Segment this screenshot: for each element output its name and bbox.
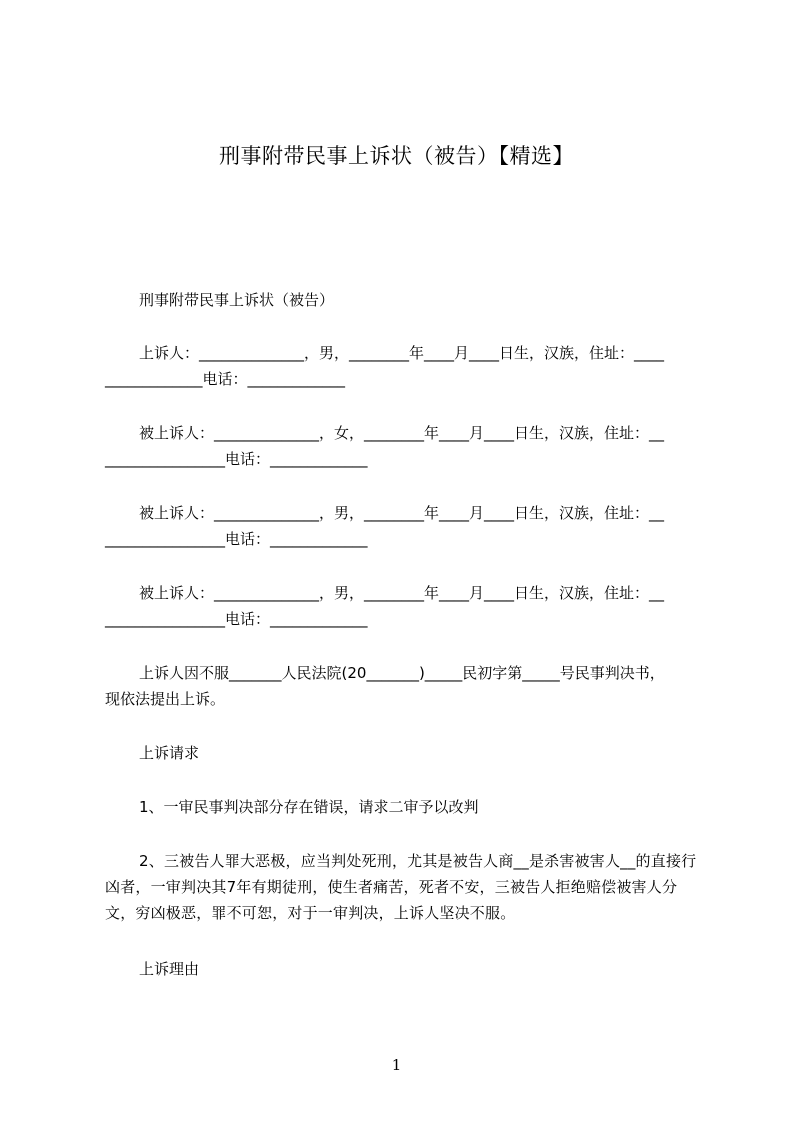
appellant-line-2: _____________电话：_____________: [105, 370, 346, 388]
appellee-2-line-1: 被上诉人：______________，男，________年____月____日生，汉族，住址：__: [139, 504, 665, 522]
appellee-1-line-1: 被上诉人：______________，女，________年____月____日生，汉族，住址：__: [139, 424, 665, 442]
request-item-2: 2、三被告人罪大恶极，应当判处死刑，尤其是被告人商__是杀害被害人__的直接行凶者，一审判决其7年有期徒刑，使生者痛苦，死者不安，三被告人拒绝赔偿被害人分文，穷凶极恶，罪不可恕，对于一审判决，上诉人坚决不服。: [105, 852, 697, 922]
appellee-3-line-1: 被上诉人：______________，男，________年____月____日生，汉族，住址：__: [139, 584, 665, 602]
request-item-1: 1、一审民事判决部分存在错误，请求二审予以改判: [139, 798, 479, 816]
appellee-2-line-2: ________________电话：_____________: [105, 530, 368, 548]
document-title: 刑事附带民事上诉状（被告）【精选】: [219, 144, 574, 168]
statement-line-1: 上诉人因不服_______人民法院(20_______)_____民初字第_____号民事判决书，: [139, 664, 665, 682]
appellee-1-line-2: ________________电话：_____________: [105, 450, 368, 468]
appellee-3-line-2: ________________电话：_____________: [105, 610, 368, 628]
appellant-line-1: 上诉人：______________，男，________年____月____日生，汉族，住址：____: [139, 344, 665, 362]
page-number: 1: [391, 1056, 402, 1074]
statement-line-2: 现依法提出上诉。: [105, 690, 226, 708]
request-heading: 上诉请求: [139, 744, 200, 762]
reason-heading: 上诉理由: [139, 960, 200, 978]
document-subtitle: 刑事附带民事上诉状（被告）: [139, 291, 335, 309]
